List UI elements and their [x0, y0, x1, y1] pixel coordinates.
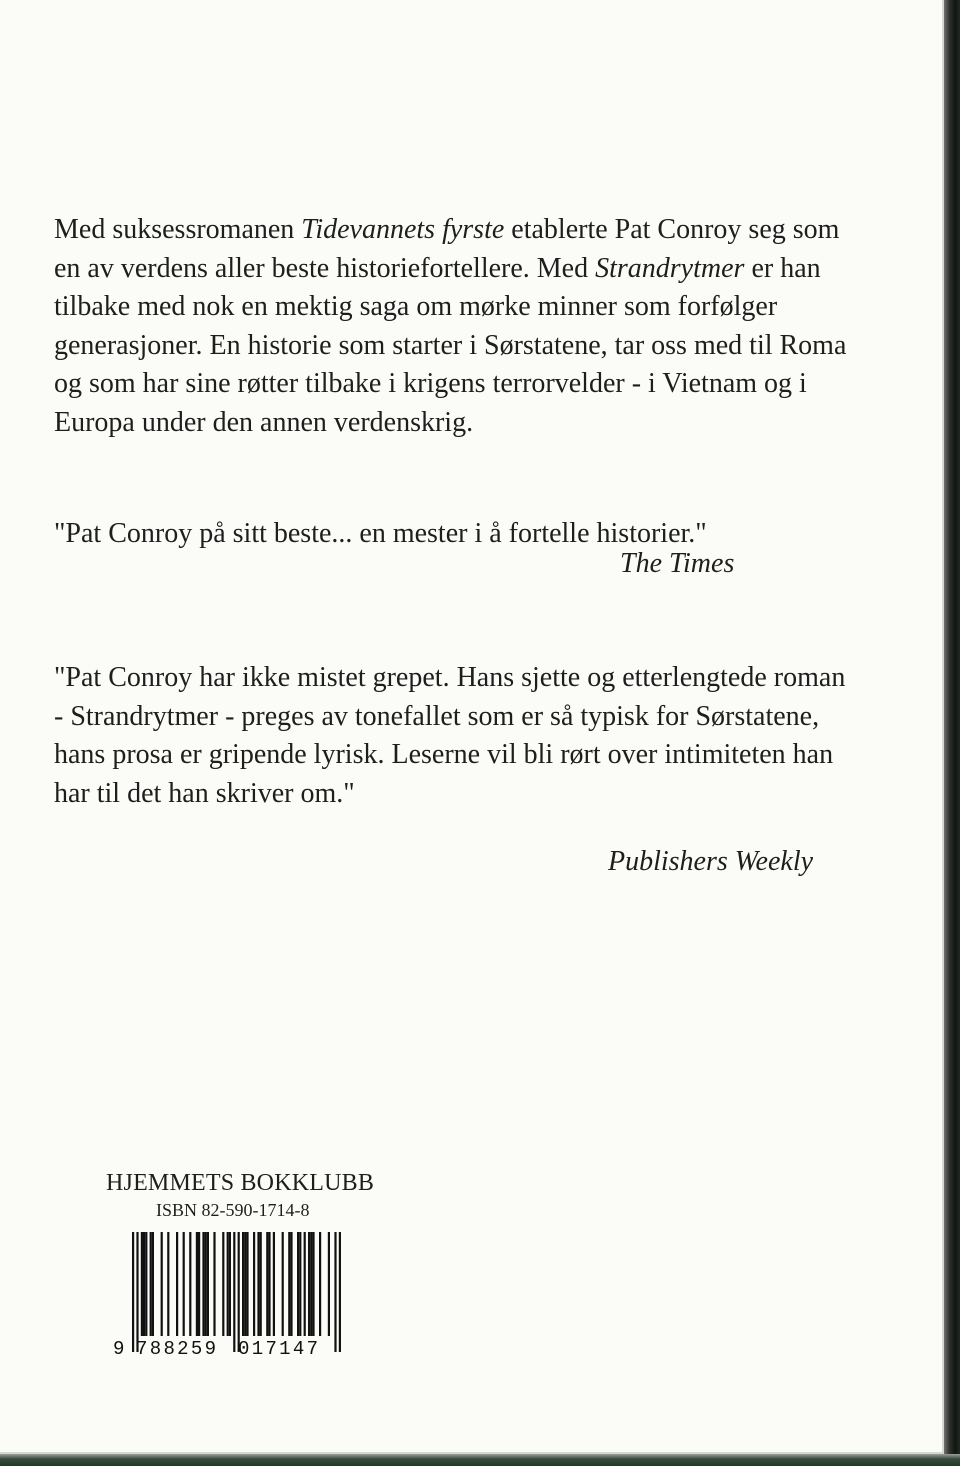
barcode-bar	[227, 1232, 229, 1336]
barcode-right-digits: 017147	[238, 1338, 318, 1358]
barcode-bar	[310, 1232, 312, 1336]
barcode-bar	[297, 1232, 299, 1336]
book-bottom-edge	[0, 1454, 960, 1466]
barcode-bar	[222, 1232, 224, 1336]
barcode-bar	[183, 1232, 185, 1336]
barcode-bar	[205, 1232, 207, 1336]
barcode-bar	[176, 1232, 178, 1336]
barcode-bar	[141, 1232, 143, 1336]
review-source: Publishers Weekly	[608, 846, 814, 877]
barcode-bar	[312, 1232, 314, 1336]
barcode-bar	[339, 1232, 341, 1352]
blurb-text: er han tilbake med nok en mektig saga om mørke minner som forfølger generasjoner. En historie som starter i Sørstatene, tar oss med til Roma og som har sine røtter tilbake i krigens terrorvelder - i Vietnam og i Europa under den annen verdenskrig.	[54, 252, 847, 438]
barcode-bar	[238, 1232, 240, 1352]
barcode-bar	[132, 1232, 134, 1352]
barcode-bar	[207, 1232, 209, 1336]
barcode-bar	[246, 1232, 248, 1336]
barcode-bar	[202, 1232, 204, 1336]
barcode-bar	[189, 1232, 191, 1336]
barcode-lead-digit: 9	[113, 1338, 125, 1358]
barcode-left-digits: 788259	[136, 1338, 216, 1358]
barcode-bar	[334, 1232, 336, 1352]
barcode-bar	[213, 1232, 215, 1336]
review-quote: "Pat Conroy på sitt beste... en mester i å fortelle historier."	[54, 518, 707, 549]
barcode-bar	[273, 1232, 275, 1336]
barcode-bar	[143, 1232, 145, 1336]
blurb-text: Med suksessromanen	[54, 214, 302, 245]
barcode-bar	[229, 1232, 231, 1336]
barcode-graphic	[112, 1230, 348, 1358]
barcode-bar	[260, 1232, 262, 1336]
barcode-bar	[196, 1232, 198, 1336]
review-source: The Times	[620, 548, 735, 579]
blurb-paragraph	[54, 211, 854, 442]
review-quote: "Pat Conroy har ikke mistet grepet. Hans sjette og etterlengtede roman - Strandrytmer - preges av tonefallet som er så typisk for Sørstatene, hans prosa er gripende lyrisk. Leserne vil bli rørt over intimiteten han har til det han skriver om."	[54, 662, 846, 809]
publisher-name: HJEMMETS BOKKLUBB	[106, 1170, 375, 1196]
barcode-bar	[308, 1232, 310, 1336]
isbn-number: ISBN 82-590-1714-8	[156, 1200, 310, 1220]
blurb-text: etablerte Pat Conroy seg som en av verdens aller beste historiefortellere. Med	[54, 214, 840, 284]
barcode-bar	[328, 1232, 330, 1336]
book-title-strandrytmer: Strandrytmer	[595, 252, 745, 284]
barcode-bar	[304, 1232, 306, 1336]
barcode-bar	[290, 1232, 292, 1336]
barcode-bar	[282, 1232, 284, 1336]
barcode-bar	[257, 1232, 259, 1336]
barcode-bar	[167, 1232, 169, 1336]
ean-barcode	[112, 1230, 348, 1358]
barcode-bar	[161, 1232, 163, 1336]
barcode-bar	[288, 1232, 290, 1336]
barcode-bar	[136, 1232, 138, 1352]
barcode-bar	[152, 1232, 154, 1336]
barcode-bar	[253, 1232, 255, 1336]
barcode-bar	[319, 1232, 321, 1336]
barcode-bar	[198, 1232, 200, 1336]
barcode-bar	[150, 1232, 152, 1336]
barcode-bar	[268, 1232, 270, 1336]
barcode-bar	[266, 1232, 268, 1336]
book-spine-edge	[944, 0, 960, 1466]
barcode-bar	[145, 1232, 147, 1336]
barcode-bar	[233, 1232, 235, 1352]
barcode-bar	[244, 1232, 246, 1336]
barcode-bar	[299, 1232, 301, 1336]
book-title-tidevannets-fyrste: Tidevannets fyrste	[301, 214, 505, 245]
barcode-bar	[242, 1232, 244, 1336]
